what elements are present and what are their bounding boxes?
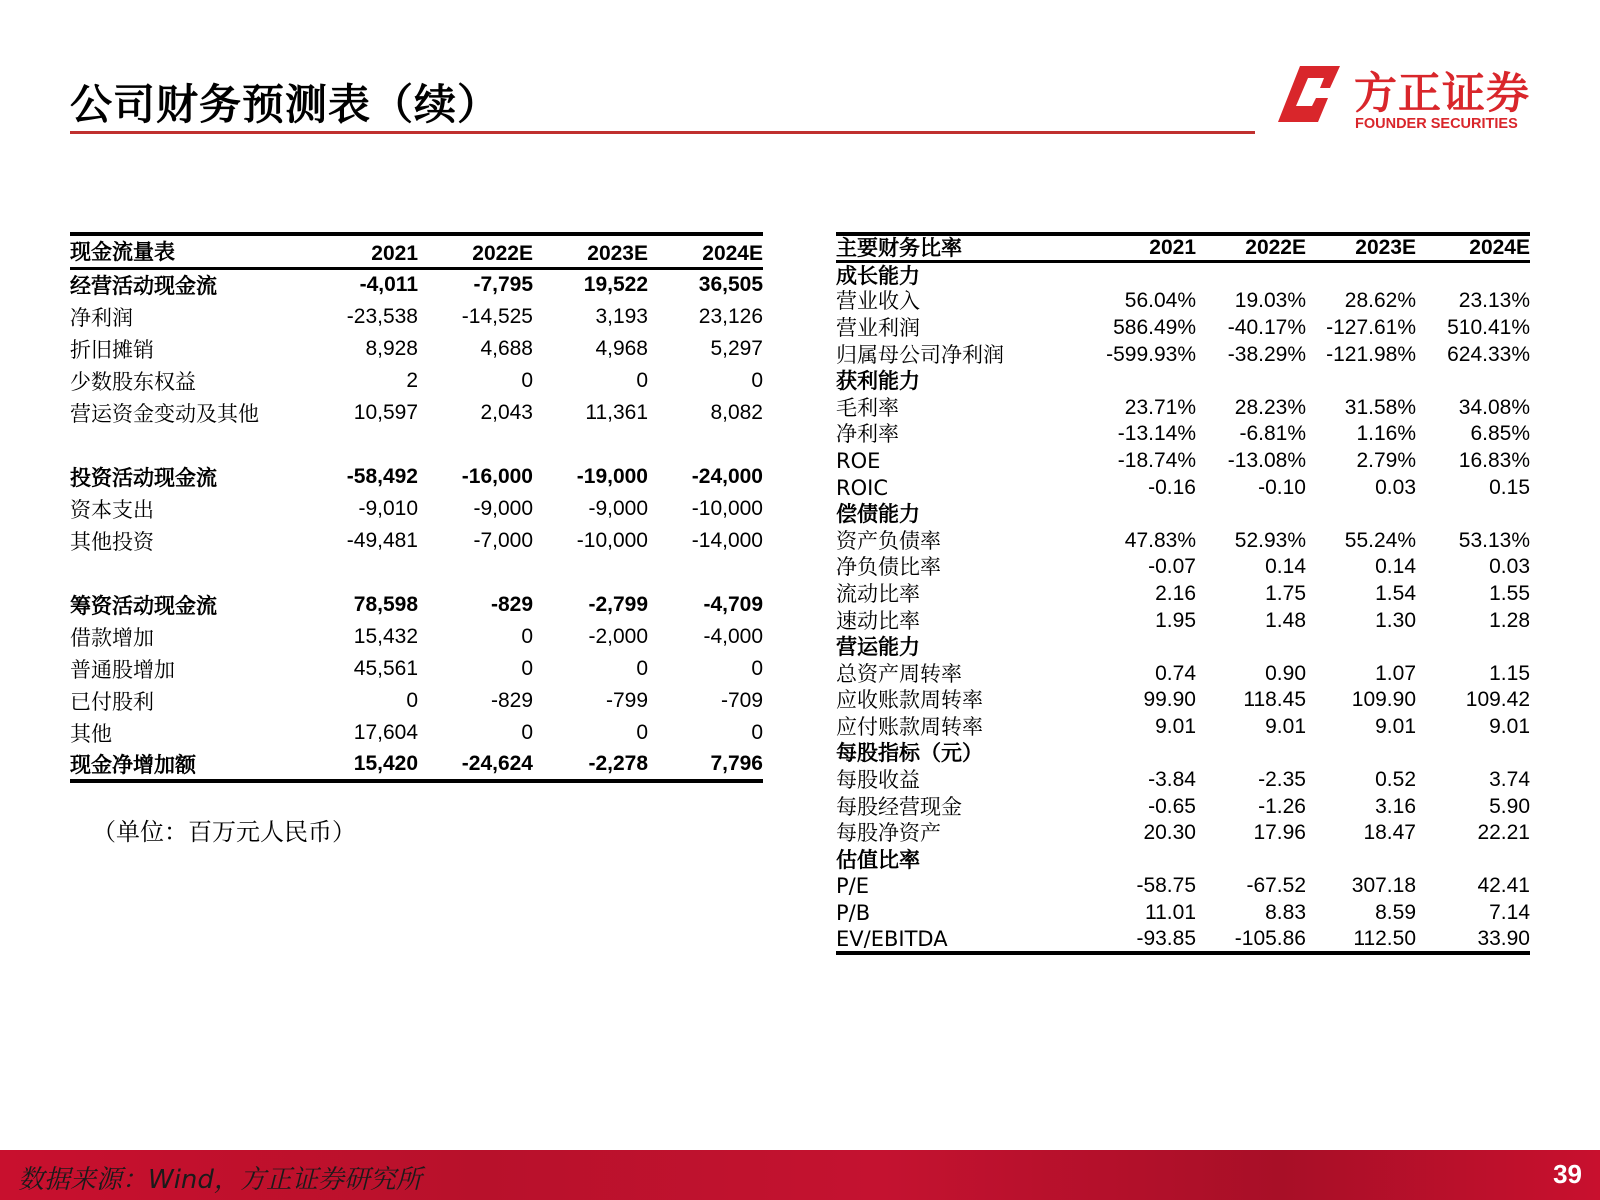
founder-logo-mark-icon	[1278, 60, 1348, 130]
value-cell: 9.01	[1265, 714, 1306, 738]
value-cell: -16,000	[461, 464, 533, 488]
table-row	[836, 687, 1530, 714]
value-cell: 0	[636, 368, 648, 392]
value-cell: -0.16	[1148, 475, 1196, 499]
value-cell: 15,420	[353, 751, 418, 775]
table-header-row	[70, 234, 763, 269]
row-label: 资产负债率	[836, 528, 941, 553]
value-cell: 0	[521, 368, 533, 392]
value-cell: 3,193	[595, 304, 648, 328]
value-cell: 0	[636, 720, 648, 744]
value-cell: 28.23%	[1234, 395, 1306, 419]
value-cell: 16.83%	[1458, 448, 1530, 472]
row-label: ROE	[836, 448, 881, 473]
value-cell: 0.74	[1155, 661, 1196, 685]
value-cell: 11,361	[585, 400, 648, 424]
value-cell: 3.74	[1489, 768, 1530, 792]
row-label: 现金净增加额	[70, 752, 196, 777]
value-cell: 7.14	[1489, 901, 1530, 925]
value-cell: 1.55	[1489, 581, 1530, 605]
section-label: 营运能力	[836, 635, 920, 660]
value-cell: 0	[636, 656, 648, 680]
value-cell: 6.85%	[1470, 422, 1530, 446]
row-label: 应收账款周转率	[836, 688, 983, 713]
value-cell: -10,000	[691, 496, 763, 520]
value-cell: 5,297	[710, 336, 763, 360]
value-cell: 22.21	[1477, 821, 1530, 845]
value-cell: -799	[605, 688, 648, 712]
value-cell: 31.58%	[1344, 395, 1416, 419]
value-cell: -18.74%	[1117, 448, 1196, 472]
value-cell: -9,010	[358, 496, 418, 520]
value-cell: 19,522	[583, 273, 648, 297]
value-cell: 5.90	[1489, 794, 1530, 818]
value-cell: 2	[406, 368, 418, 392]
spacer-row	[70, 429, 763, 461]
table-row	[70, 269, 763, 301]
section-label: 偿债能力	[836, 502, 920, 527]
year-header-cell: 2024E	[648, 234, 763, 269]
value-cell: 2.79%	[1356, 448, 1416, 472]
value-cell: -14,000	[691, 528, 763, 552]
value-cell: 9.01	[1375, 714, 1416, 738]
value-cell: 1.07	[1375, 661, 1416, 685]
row-label: 每股收益	[836, 768, 920, 793]
table-row	[836, 767, 1530, 794]
table-row	[836, 394, 1530, 421]
year-header-cell: 2021	[303, 234, 418, 269]
value-cell: 33.90	[1477, 926, 1530, 950]
value-cell: 23.71%	[1124, 395, 1196, 419]
value-cell: 36,505	[698, 273, 763, 297]
value-cell: 0	[521, 656, 533, 680]
row-label: P/B	[836, 901, 871, 926]
table-row	[836, 873, 1530, 900]
value-cell: 0.52	[1375, 768, 1416, 792]
table-row	[70, 301, 763, 333]
value-cell: -3.84	[1148, 768, 1196, 792]
value-cell: 112.50	[1353, 926, 1416, 950]
table-row	[836, 315, 1530, 342]
table-row	[836, 607, 1530, 634]
logo-chinese-name: 方正证券	[1354, 69, 1530, 119]
value-cell: -4,000	[703, 624, 763, 648]
value-cell: 2.16	[1155, 581, 1196, 605]
value-cell: 19.03%	[1234, 289, 1306, 313]
table-row	[836, 474, 1530, 501]
row-label: ROIC	[836, 475, 888, 500]
value-cell: 118.45	[1243, 688, 1306, 712]
value-cell: 1.16%	[1356, 422, 1416, 446]
row-label: 营业利润	[836, 315, 920, 340]
page-number: 39	[1553, 1159, 1582, 1189]
value-cell: -2,799	[588, 592, 648, 616]
value-cell: 1.30	[1375, 608, 1416, 632]
value-cell: 0	[521, 624, 533, 648]
value-cell: -67.52	[1246, 874, 1306, 898]
value-cell: 0	[521, 720, 533, 744]
value-cell: 1.15	[1489, 661, 1530, 685]
row-label: 每股净资产	[836, 821, 941, 846]
row-label: 净利润	[70, 305, 133, 330]
value-cell: 4,688	[480, 336, 533, 360]
title-divider	[70, 131, 1255, 134]
table-row	[70, 717, 763, 749]
row-label: 借款增加	[70, 625, 154, 650]
table-row	[70, 461, 763, 493]
section-header-row	[836, 501, 1530, 528]
value-cell: -6.81%	[1239, 422, 1306, 446]
row-label: 速动比率	[836, 608, 920, 633]
value-cell: 1.48	[1265, 608, 1306, 632]
value-cell: 0.14	[1375, 555, 1416, 579]
row-label: 流动比率	[836, 581, 920, 606]
spacer-cell	[70, 429, 763, 461]
table-row	[70, 397, 763, 429]
table-row	[836, 820, 1530, 847]
value-cell: 8,928	[365, 336, 418, 360]
row-label: EV/EBITDA	[836, 926, 948, 951]
value-cell: -24,000	[691, 464, 763, 488]
value-cell: -38.29%	[1227, 342, 1306, 366]
value-cell: 20.30	[1143, 821, 1196, 845]
table-header-row	[836, 234, 1530, 262]
value-cell: 47.83%	[1124, 528, 1196, 552]
table-row	[836, 554, 1530, 581]
row-label: 经营活动现金流	[70, 274, 217, 299]
row-label: 少数股东权益	[70, 369, 196, 394]
table-row	[836, 793, 1530, 820]
value-cell: -58.75	[1136, 874, 1196, 898]
unit-note: （单位：百万元人民币）	[92, 818, 356, 846]
value-cell: -10,000	[576, 528, 648, 552]
value-cell: -1.26	[1258, 794, 1306, 818]
table-row	[70, 493, 763, 525]
value-cell: 55.24%	[1344, 528, 1416, 552]
value-cell: -829	[490, 688, 533, 712]
value-cell: 1.75	[1265, 581, 1306, 605]
value-cell: 0.03	[1489, 555, 1530, 579]
financial-ratios-table	[836, 232, 1530, 955]
row-label: 其他投资	[70, 529, 154, 554]
value-cell: 78,598	[353, 592, 418, 616]
value-cell: -709	[720, 688, 763, 712]
value-cell: 0	[751, 656, 763, 680]
value-cell: 109.42	[1465, 688, 1530, 712]
table-title-cell: 现金流量表	[70, 234, 303, 269]
section-header-row	[836, 740, 1530, 767]
value-cell: 9.01	[1155, 714, 1196, 738]
row-label: 每股经营现金	[836, 794, 962, 819]
row-label: 资本支出	[70, 497, 154, 522]
table-row	[70, 685, 763, 717]
value-cell: 18.47	[1363, 821, 1416, 845]
value-cell: -23,538	[346, 304, 418, 328]
table-row	[836, 581, 1530, 608]
value-cell: 0	[406, 688, 418, 712]
value-cell: 11.01	[1145, 901, 1196, 925]
page-title: 公司财务预测表（续）	[70, 80, 501, 129]
value-cell: -7,795	[473, 273, 533, 297]
value-cell: 4,968	[595, 336, 648, 360]
value-cell: -0.10	[1258, 475, 1306, 499]
value-cell: 307.18	[1351, 874, 1416, 898]
year-header-cell: 2024E	[1416, 234, 1530, 262]
value-cell: -121.98%	[1326, 342, 1416, 366]
value-cell: -7,000	[473, 528, 533, 552]
section-header-row	[836, 368, 1530, 395]
value-cell: 3.16	[1375, 794, 1416, 818]
value-cell: 8.83	[1265, 901, 1306, 925]
table-row	[70, 653, 763, 685]
section-label: 每股指标（元）	[836, 741, 983, 766]
section-label: 估值比率	[836, 847, 920, 872]
table-row	[836, 448, 1530, 475]
value-cell: 0.03	[1375, 475, 1416, 499]
row-label: P/E	[836, 874, 870, 899]
value-cell: -599.93%	[1106, 342, 1196, 366]
value-cell: 0	[751, 720, 763, 744]
row-label: 应付账款周转率	[836, 714, 983, 739]
table-row	[70, 621, 763, 653]
value-cell: -40.17%	[1227, 315, 1306, 339]
value-cell: 52.93%	[1234, 528, 1306, 552]
table-row	[836, 421, 1530, 448]
value-cell: 15,432	[353, 624, 418, 648]
value-cell: -49,481	[346, 528, 418, 552]
value-cell: 56.04%	[1124, 289, 1196, 313]
section-header-row	[836, 262, 1530, 289]
value-cell: -93.85	[1136, 926, 1196, 950]
value-cell: 624.33%	[1447, 342, 1530, 366]
table-row	[70, 333, 763, 365]
row-label: 已付股利	[70, 689, 154, 714]
year-header-cell: 2021	[1086, 234, 1196, 262]
value-cell: -4,709	[703, 592, 763, 616]
value-cell: -2,278	[588, 751, 648, 775]
value-cell: -9,000	[473, 496, 533, 520]
value-cell: 109.90	[1351, 688, 1416, 712]
table-row	[836, 341, 1530, 368]
footer-bar	[0, 1150, 1600, 1200]
value-cell: -13.08%	[1227, 448, 1306, 472]
value-cell: 23.13%	[1458, 289, 1530, 313]
value-cell: 0.90	[1265, 661, 1306, 685]
value-cell: 510.41%	[1447, 315, 1530, 339]
value-cell: 586.49%	[1113, 315, 1196, 339]
table-row	[836, 900, 1530, 927]
value-cell: -9,000	[588, 496, 648, 520]
value-cell: -0.65	[1148, 794, 1196, 818]
table-row	[70, 589, 763, 621]
row-label: 毛利率	[836, 395, 899, 420]
row-label: 营业收入	[836, 289, 920, 314]
value-cell: -14,525	[461, 304, 533, 328]
value-cell: -58,492	[346, 464, 418, 488]
value-cell: 0.14	[1265, 555, 1306, 579]
value-cell: 1.28	[1489, 608, 1530, 632]
row-label: 筹资活动现金流	[70, 593, 217, 618]
value-cell: 34.08%	[1458, 395, 1530, 419]
founder-securities-logo	[1278, 60, 1548, 134]
value-cell: -2.35	[1258, 768, 1306, 792]
value-cell: -2,000	[588, 624, 648, 648]
row-label: 普通股增加	[70, 657, 175, 682]
row-label: 营运资金变动及其他	[70, 401, 259, 426]
table-row	[836, 288, 1530, 315]
value-cell: 42.41	[1477, 874, 1530, 898]
year-header-cell: 2022E	[418, 234, 533, 269]
value-cell: 17,604	[353, 720, 418, 744]
table-title-cell: 主要财务比率	[836, 234, 1086, 262]
row-label: 总资产周转率	[836, 661, 962, 686]
value-cell: 9.01	[1489, 714, 1530, 738]
value-cell: 1.95	[1155, 608, 1196, 632]
table-row	[70, 365, 763, 397]
row-label: 折旧摊销	[70, 337, 154, 362]
cash-flow-table	[70, 232, 763, 783]
table-row	[836, 527, 1530, 554]
table-row	[836, 714, 1530, 741]
value-cell: -13.14%	[1117, 422, 1196, 446]
value-cell: 2,043	[480, 400, 533, 424]
value-cell: 17.96	[1253, 821, 1306, 845]
table-row	[70, 749, 763, 781]
row-label: 净负债比率	[836, 555, 941, 580]
row-label: 净利率	[836, 422, 899, 447]
table-row	[836, 926, 1530, 953]
value-cell: 8,082	[710, 400, 763, 424]
value-cell: 28.62%	[1344, 289, 1416, 313]
value-cell: -0.07	[1148, 555, 1196, 579]
year-header-cell: 2023E	[533, 234, 648, 269]
value-cell: 45,561	[353, 656, 418, 680]
value-cell: 7,796	[710, 751, 763, 775]
value-cell: 99.90	[1143, 688, 1196, 712]
value-cell: -127.61%	[1326, 315, 1416, 339]
value-cell: -19,000	[576, 464, 648, 488]
data-source-note: 数据来源：Wind，方正证券研究所	[18, 1165, 422, 1195]
value-cell: -4,011	[359, 273, 418, 297]
value-cell: -829	[490, 592, 533, 616]
table-row	[836, 660, 1530, 687]
value-cell: 0	[751, 368, 763, 392]
year-header-cell: 2022E	[1196, 234, 1306, 262]
logo-english-name: FOUNDER SECURITIES	[1355, 116, 1518, 132]
table-row	[70, 525, 763, 557]
value-cell: 8.59	[1375, 901, 1416, 925]
section-label: 成长能力	[836, 263, 920, 288]
row-label: 其他	[70, 721, 112, 746]
section-header-row	[836, 634, 1530, 661]
value-cell: 53.13%	[1458, 528, 1530, 552]
spacer-cell	[70, 557, 763, 589]
value-cell: 0.15	[1489, 475, 1530, 499]
value-cell: 23,126	[698, 304, 763, 328]
row-label: 投资活动现金流	[70, 465, 217, 490]
row-label: 归属母公司净利润	[836, 342, 1004, 367]
value-cell: -105.86	[1234, 926, 1306, 950]
year-header-cell: 2023E	[1306, 234, 1416, 262]
section-header-row	[836, 847, 1530, 874]
value-cell: -24,624	[461, 751, 533, 775]
spacer-row	[70, 557, 763, 589]
value-cell: 1.54	[1375, 581, 1416, 605]
value-cell: 10,597	[353, 400, 418, 424]
section-label: 获利能力	[836, 369, 920, 394]
